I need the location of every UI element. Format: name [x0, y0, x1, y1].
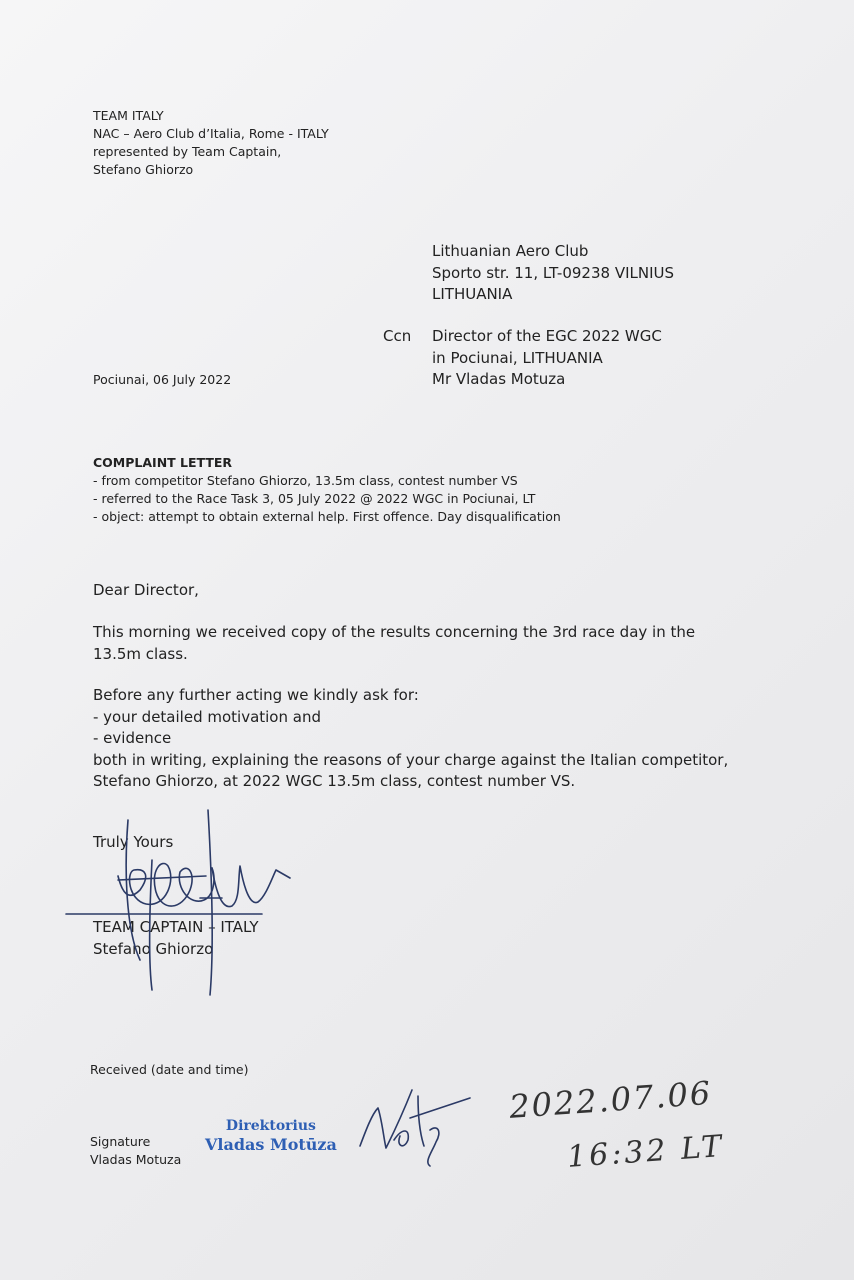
closing-phrase: Truly Yours [93, 833, 174, 851]
subject-title: COMPLAINT LETTER [93, 455, 233, 470]
team-captain-signature [66, 810, 290, 995]
signature-name: Vladas Motuza [90, 1152, 182, 1167]
paragraph-line: Before any further acting we kindly ask for: [93, 686, 419, 704]
letter-date: Pociunai, 06 July 2022 [93, 372, 232, 387]
signature-label: Signature [90, 1134, 151, 1149]
recipient-line: LITHUANIA [432, 285, 513, 303]
recipient-line: Sporto str. 11, LT-09238 VILNIUS [432, 263, 675, 282]
salutation: Dear Director, [93, 581, 199, 599]
body-paragraph-1: This morning we received copy of the results concerning the 3rd race day in the 13.5m class. [93, 623, 696, 663]
recipient-line: Lithuanian Aero Club [432, 242, 589, 260]
ccn-line: Director of the EGC 2022 WGC [432, 327, 662, 345]
signer-title: TEAM CAPTAIN – ITALY [93, 918, 259, 936]
paragraph-line: - evidence [93, 729, 172, 747]
ccn-line: Mr Vladas Motuza [432, 370, 566, 388]
ccn-line: in Pociunai, LITHUANIA [432, 348, 603, 367]
signer-name: Stefano Ghiorzo [93, 939, 214, 958]
paragraph-line: - your detailed motivation and [93, 707, 321, 726]
sender-line: Stefano Ghiorzo [93, 162, 194, 177]
handwritten-time: 16:32 LT [566, 1129, 726, 1175]
sender-line: NAC – Aero Club d’Italia, Rome - ITALY [93, 126, 329, 141]
received-label: Received (date and time) [90, 1062, 249, 1077]
stamp-line-1: Direktorius [225, 1118, 316, 1134]
director-signature [360, 1090, 470, 1166]
subject-item: - referred to the Race Task 3, 05 July 2022 @ 2022 WGC in Pociunai, LT [93, 491, 536, 506]
sender-line: represented by Team Captain, [93, 144, 282, 159]
ccn-label: Ccn [383, 327, 412, 345]
sender-line: TEAM ITALY [93, 108, 164, 123]
paragraph-line: both in writing, explaining the reasons of your charge against the Italian competitor, Stefano Ghiorzo, at 2022 WGC 13.5m class, contest number VS. [93, 750, 729, 790]
stamp-line-2: Vladas Motūza [205, 1135, 337, 1154]
handwritten-date: 2022.07.06 [508, 1073, 714, 1126]
subject-item: - object: attempt to obtain external help. First offence. Day disqualification [93, 509, 561, 524]
subject-item: - from competitor Stefano Ghiorzo, 13.5m class, contest number VS [93, 473, 518, 488]
